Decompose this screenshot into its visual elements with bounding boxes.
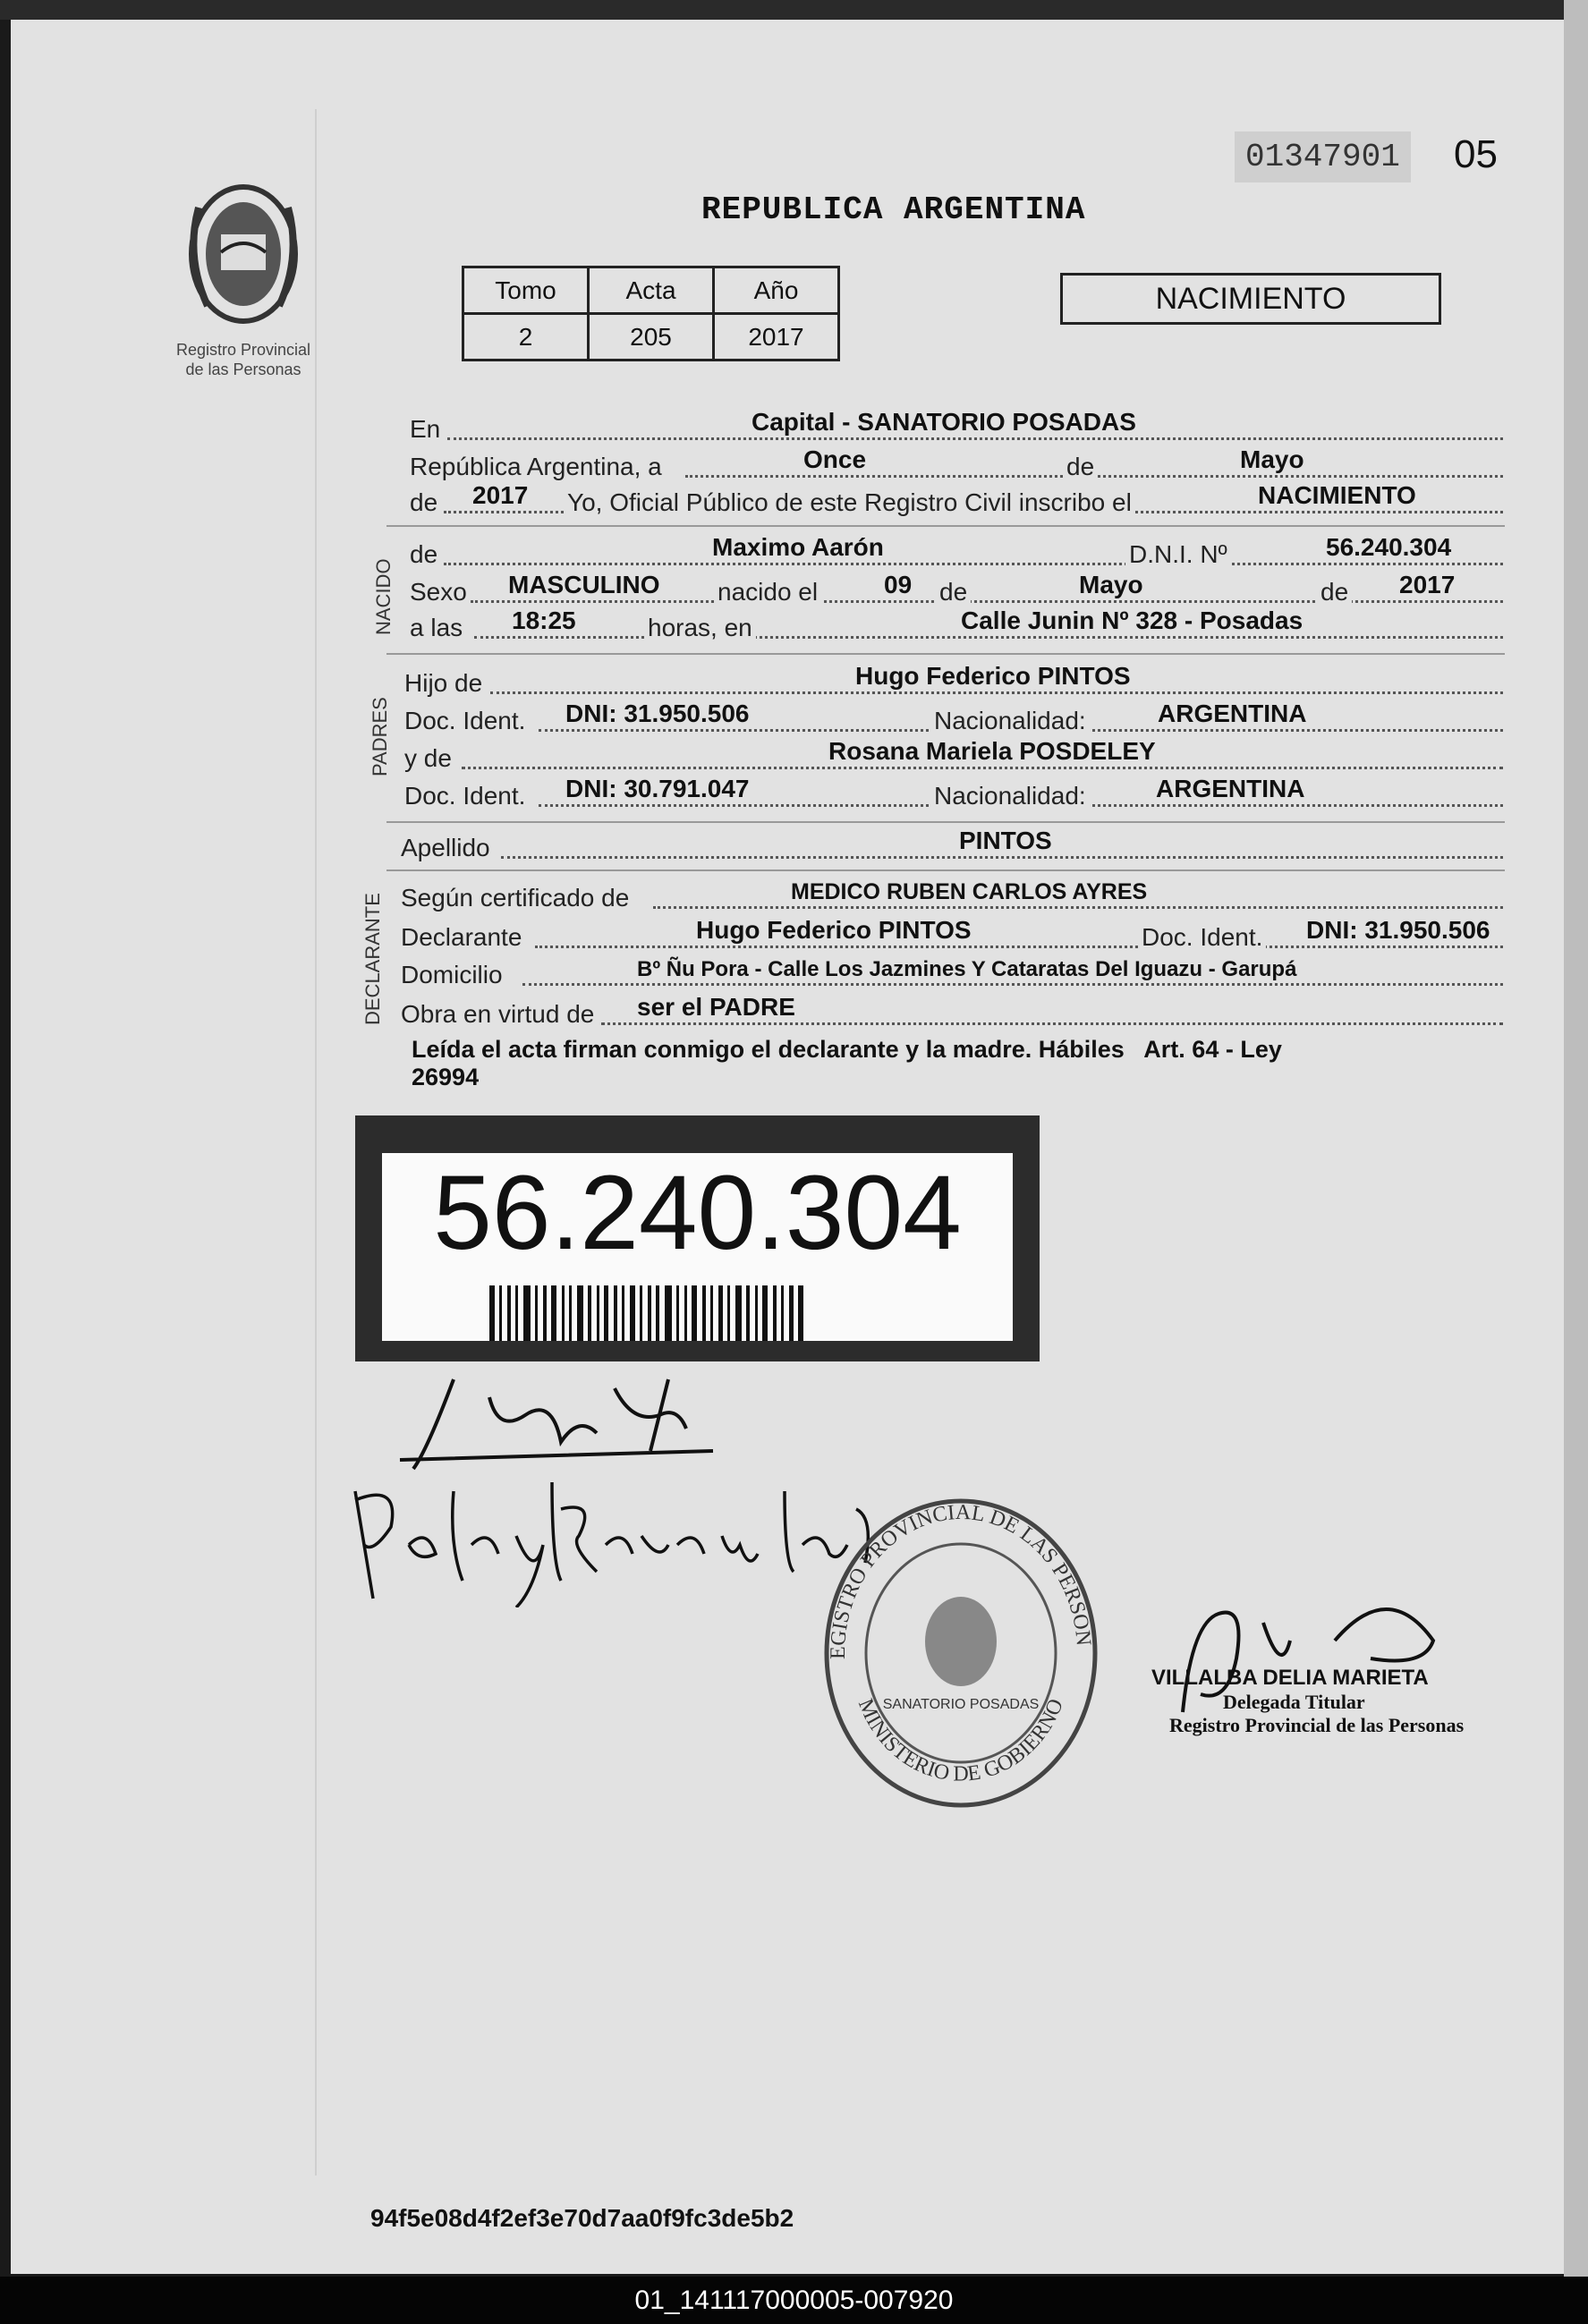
value-anio: 2017: [472, 481, 529, 509]
barcode-bar: [773, 1285, 777, 1341]
label-apellido: Apellido: [401, 834, 490, 861]
closing-note-line1: Leída el acta firman conmigo el declarante y la madre. Hábiles Art. 64 - Ley: [412, 1036, 1282, 1063]
page-number: 05: [1454, 132, 1498, 176]
official-role: Delegada Titular: [1223, 1691, 1365, 1713]
row-republica: [410, 445, 1503, 483]
value-dni: 56.240.304: [1326, 533, 1452, 561]
label-y-de: y de: [404, 744, 452, 772]
record-type: NACIMIENTO: [1155, 282, 1346, 316]
page-title: REPUBLICA ARGENTINA: [701, 191, 1086, 228]
value-nac-mes: Mayo: [1079, 571, 1143, 598]
barcode-bar: [535, 1285, 538, 1341]
value-hora: 18:25: [512, 606, 576, 634]
label-padre-nac: Nacionalidad:: [930, 707, 1090, 735]
record-value-anio: 2017: [714, 314, 839, 360]
barcode-bar: [551, 1285, 556, 1341]
provincial-seal-emblem: [167, 172, 319, 342]
side-label-declarante: DECLARANTE: [361, 893, 384, 1025]
value-madre-doc: DNI: 30.791.047: [565, 775, 750, 802]
stamp-outer-text: EGISTRO PROVINCIAL DE LAS PERSON: [826, 1500, 1095, 1660]
value-mes: Mayo: [1240, 445, 1304, 473]
value-apellido: PINTOS: [959, 827, 1052, 854]
label-sexo: Sexo: [410, 578, 467, 606]
barcode-bar: [562, 1285, 565, 1341]
value-obra: ser el PADRE: [637, 993, 795, 1021]
seal-caption-line1: Registro Provincial: [175, 341, 311, 359]
value-padre-doc: DNI: 31.950.506: [565, 700, 750, 727]
official-stamp-mark: [818, 1494, 1104, 1811]
record-value-tomo: 2: [463, 314, 589, 360]
closing-note-line2: 26994: [412, 1064, 480, 1090]
record-header-tomo: Tomo: [463, 267, 589, 314]
value-dia: Once: [803, 445, 867, 473]
row-anio: [410, 481, 1503, 519]
father-signature: [391, 1361, 731, 1478]
record-header-acta: Acta: [589, 267, 714, 314]
label-a-las: a las: [410, 614, 463, 641]
label-madre-nac: Nacionalidad:: [930, 782, 1090, 810]
record-type-box: [1060, 273, 1441, 325]
row-padre-doc: [404, 700, 1503, 737]
label-de-nombre: de: [410, 540, 438, 568]
barcode-bar: [499, 1285, 502, 1341]
barcode-bar: [781, 1285, 784, 1341]
seal-caption: [149, 340, 337, 379]
barcode-bar: [523, 1285, 531, 1341]
barcode-bar: [735, 1285, 742, 1341]
value-declarante: Hugo Federico PINTOS: [696, 916, 972, 944]
barcode-bar: [622, 1285, 624, 1341]
official-stamp: [818, 1494, 1104, 1811]
barcode-bar: [755, 1285, 758, 1341]
value-declarante-doc: DNI: 31.950.506: [1306, 916, 1490, 944]
doc-number: 01347901: [1235, 131, 1411, 182]
value-madre: Rosana Mariela POSDELEY: [828, 737, 1156, 765]
label-de-nac-mes: de: [936, 578, 971, 606]
value-nac-dia: 09: [884, 571, 913, 598]
record-header-anio: Año: [714, 267, 839, 314]
label-padre-doc: Doc. Ident.: [404, 707, 526, 734]
value-nac-anio: 2017: [1399, 571, 1456, 598]
barcode-bar: [727, 1285, 730, 1341]
footer-bar: [0, 2277, 1588, 2324]
value-sexo: MASCULINO: [508, 571, 660, 598]
row-madre-doc: [404, 775, 1503, 812]
label-obra: Obra en virtud de: [401, 1000, 595, 1028]
barcode-bar: [684, 1285, 687, 1341]
barcode-bar: [489, 1285, 495, 1341]
row-certificado: [401, 880, 1503, 914]
row-domicilio: [401, 957, 1503, 991]
value-domicilio: Bº Ñu Pora - Calle Los Jazmines Y Cataratas Del Iguazu - Garupá: [637, 957, 1297, 981]
barcode-bar: [543, 1285, 547, 1341]
label-declarante-doc: Doc. Ident.: [1138, 923, 1266, 952]
side-label-nacido: NACIDO: [372, 558, 395, 635]
barcode-bar: [588, 1285, 591, 1341]
barcode-bar: [604, 1285, 608, 1341]
official-name: VILLALBA DELIA MARIETA: [1151, 1666, 1429, 1690]
barcode-bar: [676, 1285, 679, 1341]
row-hora: [410, 606, 1503, 644]
barcode-number: 56.240.304: [433, 1154, 962, 1272]
label-yo: Yo, Oficial Público de este Registro Civil inscribo el: [564, 488, 1135, 517]
barcode-bar: [507, 1285, 511, 1341]
value-padre: Hugo Federico PINTOS: [855, 662, 1131, 690]
barcode-bar: [597, 1285, 599, 1341]
scan-right-edge: [1564, 0, 1588, 2277]
label-horas-en: horas, en: [644, 614, 756, 642]
label-nacido: nacido el: [714, 578, 821, 606]
barcode-bar: [648, 1285, 651, 1341]
label-en: En: [410, 415, 441, 443]
value-nombre: Maximo Aarón: [712, 533, 884, 561]
side-label-padres: PADRES: [369, 697, 391, 776]
barcode-sticker: [355, 1115, 1040, 1361]
stamp-bottom-text: MINISTERIO DE GOBIERNO: [853, 1695, 1069, 1786]
official-block: [1151, 1666, 1464, 1737]
barcode-bar: [710, 1285, 713, 1341]
barcode-bar: [789, 1285, 794, 1341]
barcode-bar: [515, 1285, 518, 1341]
provincial-seal: [167, 172, 319, 386]
record-table: [462, 266, 840, 361]
row-madre: [404, 737, 1503, 775]
value-lugar: Capital - SANATORIO POSADAS: [752, 408, 1136, 436]
value-madre-nac: ARGENTINA: [1156, 775, 1305, 802]
row-nombre: [410, 533, 1503, 571]
label-domicilio: Domicilio: [401, 961, 503, 988]
stamp-inner-text: SANATORIO POSADAS: [882, 1697, 1040, 1712]
barcode-bar: [692, 1285, 697, 1341]
barcode-bar: [630, 1285, 635, 1341]
scan-top-edge: [0, 0, 1588, 20]
label-de-nac-anio: de: [1317, 578, 1352, 606]
label-republica: República Argentina, a: [410, 453, 662, 480]
closing-note: [412, 1036, 1512, 1091]
barcode-bar: [640, 1285, 642, 1341]
label-madre-doc: Doc. Ident.: [404, 782, 526, 810]
label-de-mes: de: [1063, 453, 1098, 481]
official-org: Registro Provincial de las Personas: [1169, 1714, 1465, 1736]
value-direccion: Calle Junin Nº 328 - Posadas: [961, 606, 1304, 634]
barcode-bar: [577, 1285, 583, 1341]
barcode-bar: [656, 1285, 659, 1341]
barcode-bar: [718, 1285, 723, 1341]
footer-id: 01_141117000005-007920: [634, 2286, 954, 2315]
row-padre: [404, 662, 1503, 700]
seal-caption-line2: de las Personas: [185, 360, 301, 378]
label-de-anio: de: [410, 488, 438, 516]
row-en: [410, 408, 1503, 445]
value-padre-nac: ARGENTINA: [1158, 700, 1307, 727]
barcode-bar: [798, 1285, 803, 1341]
record-value-acta: 205: [589, 314, 714, 360]
value-certificado: MEDICO RUBEN CARLOS AYRES: [791, 879, 1148, 904]
label-hijo-de: Hijo de: [404, 669, 483, 697]
barcode-bar: [569, 1285, 572, 1341]
certificate-page: [11, 20, 1581, 2274]
label-segun: Según certificado de: [401, 884, 630, 912]
label-declarante: Declarante: [401, 923, 522, 951]
barcode-bar: [614, 1285, 617, 1341]
row-obra: [401, 993, 1503, 1031]
barcode-bars: [489, 1285, 901, 1341]
document-hash: 94f5e08d4f2ef3e70d7aa0f9fc3de5b2: [370, 2204, 794, 2232]
barcode-bar: [702, 1285, 706, 1341]
row-sexo: [410, 571, 1503, 608]
row-declarante: [401, 916, 1503, 954]
barcode-bar: [665, 1285, 672, 1341]
barcode-label: [382, 1153, 1013, 1341]
row-apellido: [401, 827, 1503, 864]
barcode-bar: [746, 1285, 750, 1341]
value-acto: NACIMIENTO: [1258, 481, 1416, 509]
record-table-header: [463, 267, 839, 314]
record-table-values: [463, 314, 839, 360]
label-dni: D.N.I. Nº: [1125, 540, 1231, 569]
barcode-bar: [762, 1285, 768, 1341]
